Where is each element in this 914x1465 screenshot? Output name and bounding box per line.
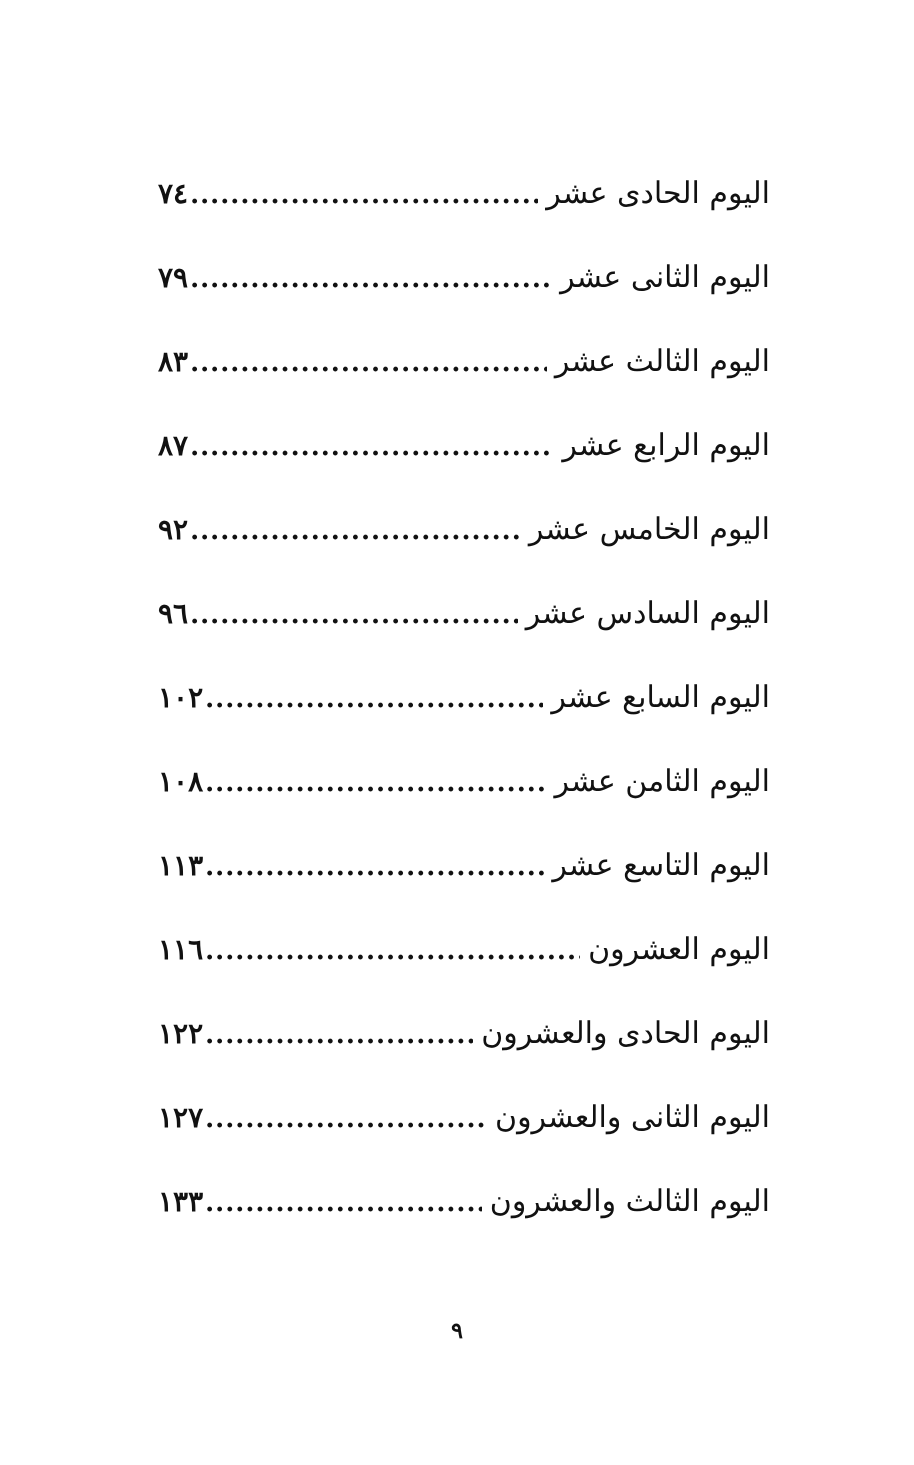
dot-leader [205, 657, 543, 741]
dot-leader [190, 237, 552, 321]
toc-entry-title: اليوم الخامس عشر [528, 512, 770, 547]
toc-entry-title: اليوم السابع عشر [551, 680, 770, 715]
toc-entry-page: ٨٧ [158, 429, 189, 462]
toc-entry [158, 236, 770, 320]
toc-entry-title: اليوم العشرون [588, 932, 770, 967]
toc-entry-page: ٩٢ [158, 513, 189, 546]
toc-entry [158, 152, 770, 236]
toc-entry-page: ١١٣ [158, 849, 204, 882]
dot-leader [205, 825, 544, 909]
page-number: ٩ [451, 1318, 463, 1344]
toc-entry-title: اليوم التاسع عشر [552, 848, 770, 883]
toc-entry-page: ٨٣ [158, 345, 189, 378]
dot-leader [205, 1161, 482, 1245]
toc-entry [158, 740, 770, 824]
dot-leader [205, 909, 580, 993]
toc-entry [158, 572, 770, 656]
toc-entry-page: ١١٦ [158, 933, 204, 966]
toc-entry [158, 1160, 770, 1244]
toc-entry-page: ١٣٣ [158, 1185, 204, 1218]
toc-entry-title: اليوم الثانى والعشرون [495, 1100, 770, 1135]
table-of-contents [158, 152, 770, 1244]
dot-leader [190, 489, 521, 573]
toc-entry [158, 992, 770, 1076]
toc-entry [158, 656, 770, 740]
toc-entry-page: ١٢٧ [158, 1101, 204, 1134]
dot-leader [190, 153, 538, 237]
toc-entry [158, 824, 770, 908]
toc-entry-page: ١٠٨ [158, 765, 204, 798]
toc-entry-title: اليوم الثالث والعشرون [489, 1184, 770, 1219]
toc-entry-page: ٩٦ [158, 597, 189, 630]
toc-entry-title: اليوم الثانى عشر [560, 260, 770, 295]
dot-leader [205, 1077, 487, 1161]
dot-leader [205, 993, 473, 1077]
toc-entry [158, 320, 770, 404]
dot-leader [190, 573, 518, 657]
dot-leader [205, 741, 546, 825]
dot-leader [190, 405, 554, 489]
toc-entry-title: اليوم الثالث عشر [554, 344, 770, 379]
toc-entry-title: اليوم الثامن عشر [554, 764, 770, 799]
toc-entry-page: ١٢٢ [158, 1017, 204, 1050]
toc-entry-page: ١٠٢ [158, 681, 204, 714]
toc-entry [158, 1076, 770, 1160]
toc-entry-title: اليوم الرابع عشر [562, 428, 770, 463]
toc-entry [158, 404, 770, 488]
toc-entry [158, 908, 770, 992]
toc-entry-title: اليوم السادس عشر [525, 596, 770, 631]
dot-leader [190, 321, 547, 405]
toc-entry [158, 488, 770, 572]
toc-entry-page: ٧٤ [158, 177, 189, 210]
toc-entry-title: اليوم الحادى والعشرون [481, 1016, 770, 1051]
toc-entry-title: اليوم الحادى عشر [546, 176, 770, 211]
toc-entry-page: ٧٩ [158, 261, 189, 294]
